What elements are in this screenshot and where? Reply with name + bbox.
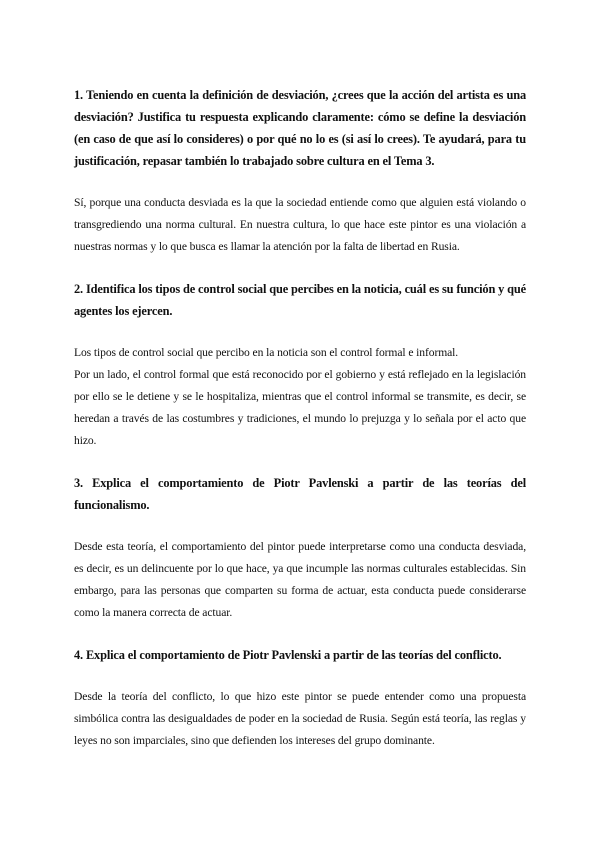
- answer-4-paragraph-1: Desde la teoría del conflicto, lo que hizo este pintor se puede entender como una propuesta simbólica contra las desigualdades de poder en la sociedad de Rusia. Según está teoría, las reglas y leyes no son imparciales, sino que defienden los intereses del grupo dominante.: [74, 690, 526, 747]
- answer-1-paragraph-1: Sí, porque una conducta desviada es la que la sociedad entiende como que alguien está violando o transgrediendo una norma cultural. En nuestra cultura, lo que hace este pintor es una violación a nuestras normas y lo que busca es llamar la atención por la falta de libertad en Rusia.: [74, 196, 526, 253]
- answer-3-paragraph-1: Desde esta teoría, el comportamiento del pintor puede interpretarse como una conducta desviada, es decir, es un delincuente por lo que hace, ya que incumple las normas culturales establecidas. Sin embargo, para las personas que comparten su forma de actuar, esta conducta puede considerarse como la manera correcta de actuar.: [74, 540, 526, 619]
- question-4: 4. Explica el comportamiento de Piotr Pavlenski a partir de las teorías del conflicto.: [74, 648, 502, 662]
- answer-2-paragraph-2: Por un lado, el control formal que está reconocido por el gobierno y está reflejado en la legislación por ello se le detiene y se le hospitaliza, mientras que el control informal se transmite, es decir, se heredan a través de las costumbres y tradiciones, el mundo lo prejuzga y lo señala por el acto que hizo.: [74, 368, 526, 447]
- answer-2-paragraph-1: Los tipos de control social que percibo en la noticia son el control formal e informal.: [74, 346, 459, 359]
- question-2: 2. Identifica los tipos de control social que percibes en la noticia, cuál es su función y qué agentes los ejercen.: [74, 282, 526, 318]
- question-1: 1. Teniendo en cuenta la definición de desviación, ¿crees que la acción del artista es una desviación? Justifica tu respuesta explicando claramente: cómo se define la desviación (en caso de que así lo consideres) o por qué no lo es (si así lo crees). Te ayudará, para tu justificación, repasar también lo trabajado sobre cultura en el Tema 3.: [74, 88, 526, 168]
- question-3: 3. Explica el comportamiento de Piotr Pavlenski a partir de las teorías del funcionalismo.: [74, 476, 526, 512]
- document-page: [74, 84, 526, 752]
